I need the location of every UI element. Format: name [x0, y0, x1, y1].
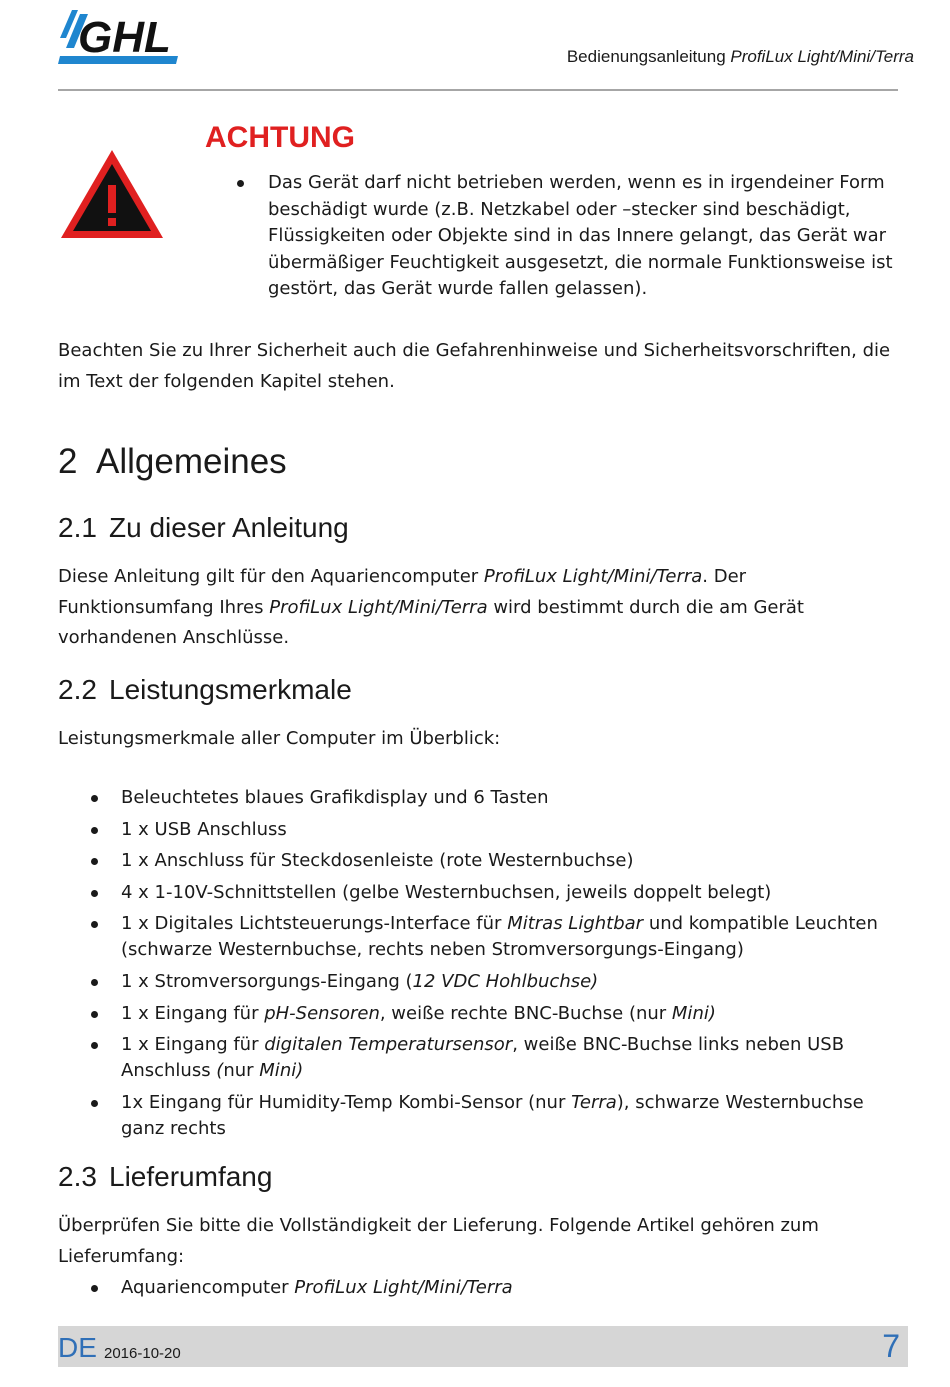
- document-header-title: Bedienungsanleitung ProfiLux Light/Mini/Terra: [566, 47, 914, 66]
- footer-language: DE: [58, 1332, 97, 1363]
- section-2-2-intro: Leistungsmerkmale aller Computer im Überblick:: [58, 728, 501, 749]
- list-item: 1 x Digitales Lichtsteuerungs-Interface für Mitras Lightbar und kompatible Leuchten (schwarze Westernbuchse, rechts neben Stromversorgungs-Eingang): [86, 911, 886, 963]
- list-item: 1 x Stromversorgungs-Eingang (12 VDC Hohlbuchse): [86, 969, 886, 995]
- list-item: 1 x USB Anschluss: [86, 817, 886, 843]
- page-number: 7: [882, 1328, 900, 1364]
- safety-note: Beachten Sie zu Ihrer Sicherheit auch die Gefahrenhinweise und Sicherheitsvorschriften, die im Text der folgenden Kapitel stehen.: [58, 340, 891, 392]
- section-heading-2-3: 2.3 Lieferumfang: [58, 1161, 273, 1192]
- section-heading-2-1: 2.1 Zu dieser Anleitung: [58, 512, 349, 543]
- section-2-1-paragraph: Diese Anleitung gilt für den Aquariencomputer ProfiLux Light/Mini/Terra. Der Funktionsumfang Ihres ProfiLux Light/Mini/Terra wird bestimmt durch die am Gerät vorhandenen Anschlüsse.: [58, 566, 804, 648]
- warning-title: ACHTUNG: [205, 121, 355, 154]
- list-item: 1 x Anschluss für Steckdosenleiste (rote Westernbuchse): [86, 848, 886, 874]
- section-2-3-intro: Überprüfen Sie bitte die Vollständigkeit der Lieferung. Folgende Artikel gehören zum Lieferumfang:: [58, 1215, 819, 1267]
- list-item: Beleuchtetes blaues Grafikdisplay und 6 Tasten: [86, 785, 886, 811]
- footer-bar: [58, 1326, 908, 1367]
- list-item: Aquariencomputer ProfiLux Light/Mini/Terra: [86, 1275, 886, 1301]
- svg-text:GHL: GHL: [78, 13, 171, 62]
- list-item: 1 x Eingang für pH-Sensoren, weiße rechte BNC-Buchse (nur Mini): [86, 1001, 886, 1027]
- delivery-list: [86, 1275, 886, 1307]
- warning-triangle-icon: [58, 147, 166, 241]
- list-item: 4 x 1-10V-Schnittstellen (gelbe Westernbuchsen, jeweils doppelt belegt): [86, 880, 886, 906]
- warning-list: [232, 170, 902, 303]
- section-heading-2-2: 2.2 Leistungsmerkmale: [58, 674, 352, 705]
- ghl-logo: [58, 8, 178, 66]
- header-divider: [58, 89, 898, 91]
- footer-date: 2016-10-20: [104, 1345, 181, 1362]
- chapter-heading: 2 Allgemeines: [58, 442, 287, 481]
- list-item: Das Gerät darf nicht betrieben werden, wenn es in irgendeiner Form beschädigt wurde (z.B. Netzkabel oder –stecker sind beschädigt, Flüssigkeiten oder Objekte sind in das Innere gelangt, das Gerät war übermäßiger Feuchtigkeit ausgesetzt, die normale Funktionsweise ist gestört, das Gerät wurde fallen gelassen).: [232, 170, 902, 303]
- list-item: 1x Eingang für Humidity-Temp Kombi-Sensor (nur Terra), schwarze Westernbuchse ganz rechts: [86, 1090, 886, 1142]
- features-list: [86, 785, 886, 1147]
- list-item: 1 x Eingang für digitalen Temperatursensor, weiße BNC-Buchse links neben USB Anschluss (nur Mini): [86, 1032, 886, 1084]
